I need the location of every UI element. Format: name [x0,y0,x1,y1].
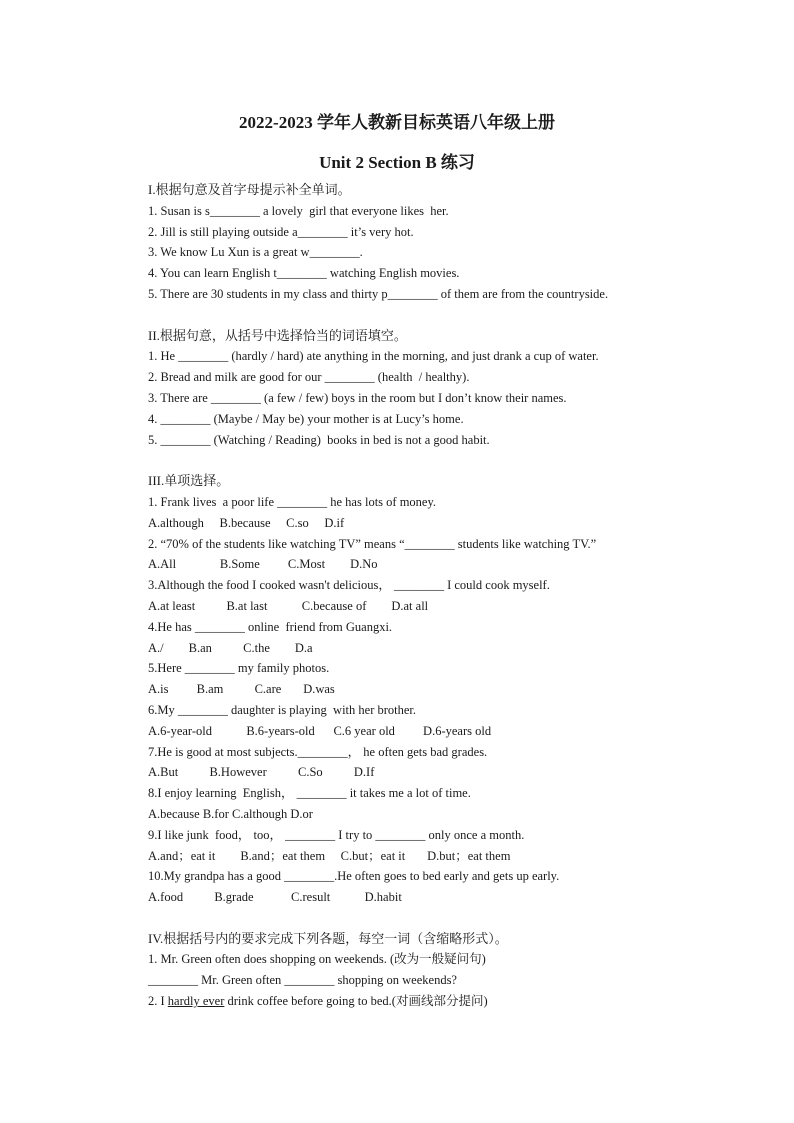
line-text: 2. I [148,994,168,1009]
underlined-phrase: hardly ever [167,994,225,1009]
question-line: 3.Although the food I cooked wasn't delicious， ________ I could cook myself. [148,578,550,593]
answer-options: A./ B.an C.the D.a [148,640,313,655]
question-line: 2. “70% of the students like watching TV” means “________ students like watching TV.” [148,536,597,551]
answer-options: A.because B.for C.although D.or [148,806,313,821]
section-4 [148,929,708,1012]
question-line: 7.He is good at most subjects.________， he often gets bad grades. [148,744,488,759]
question-line: 4.He has ________ online friend from Guangxi. [148,619,393,634]
spacer [148,305,708,326]
worksheet-content [148,180,708,1012]
section-heading: I.根据句意及首字母提示补全单词。 [148,182,351,197]
spacer [148,908,708,929]
answer-options: A.food B.grade C.result D.habit [148,890,402,905]
question-line: 3. We know Lu Xun is a great w________. [148,245,363,260]
question-line: 4. You can learn English t________ watching English movies. [148,266,460,281]
answer-options: A.and；eat it B.and；eat them C.but；eat it D.but；eat them [148,848,511,863]
answer-options: A.But B.However C.So D.If [148,765,375,780]
section-heading: II.根据句意，从括号中选择恰当的词语填空。 [148,327,407,343]
question-line: 1. Susan is s________ a lovely girl that everyone likes her. [148,203,449,218]
question-line: 2. Jill is still playing outside a________ it’s very hot. [148,224,414,239]
question-line: 6.My ________ daughter is playing with her brother. [148,702,417,717]
question-line: 5. ________ (Watching / Reading) books in bed is not a good habit. [148,432,490,447]
answer-options: A.although B.because C.so D.if [148,515,345,530]
spacer [148,450,708,471]
page-title: 2022-2023 学年人教新目标英语八年级上册 [239,113,555,132]
question-line: 1. He ________ (hardly / hard) ate anything in the morning, and just drank a cup of water. [148,349,599,364]
answer-options: A.6-year-old B.6-years-old C.6 year old D.6-years old [148,723,492,738]
question-line: 1. Frank lives a poor life ________ he has lots of money. [148,494,437,509]
question-line: 1. Mr. Green often does shopping on weekends. (改为一般疑问句) [148,952,486,967]
answer-options: A.is B.am C.are D.was [148,682,335,697]
question-line: 5. There are 30 students in my class and thirty p________ of them are from the countryside. [148,286,609,301]
section-1 [148,180,708,305]
answer-options: A.All B.Some C.Most D.No [148,557,378,572]
question-line: 10.My grandpa has a good ________.He often goes to bed early and gets up early. [148,869,560,884]
question-line: ________ Mr. Green often ________ shopping on weekends? [148,973,457,988]
question-line: 5.Here ________ my family photos. [148,661,330,676]
question-line: 9.I like junk food， too， ________ I try to ________ only once a month. [148,827,525,842]
section-heading: IV.根据括号内的要求完成下列各题，每空一词（含缩略形式）。 [148,930,508,946]
question-line: 4. ________ (Maybe / May be) your mother is at Lucy’s home. [148,411,464,426]
section-heading: III.单项选择。 [148,473,230,489]
section-3 [148,471,708,908]
question-line: 3. There are ________ (a few / few) boys in the room but I don’t know their names. [148,390,567,405]
line-text: drink coffee before going to bed.(对画线部分提问) [224,994,488,1009]
page-subtitle: Unit 2 Section B 练习 [319,153,475,172]
question-line: 2. Bread and milk are good for our ________ (health / healthy). [148,370,470,385]
question-line [148,991,708,1012]
question-line: 8.I enjoy learning English， ________ it takes me a lot of time. [148,786,471,801]
answer-options: A.at least B.at last C.because of D.at all [148,598,429,613]
section-2 [148,326,708,451]
